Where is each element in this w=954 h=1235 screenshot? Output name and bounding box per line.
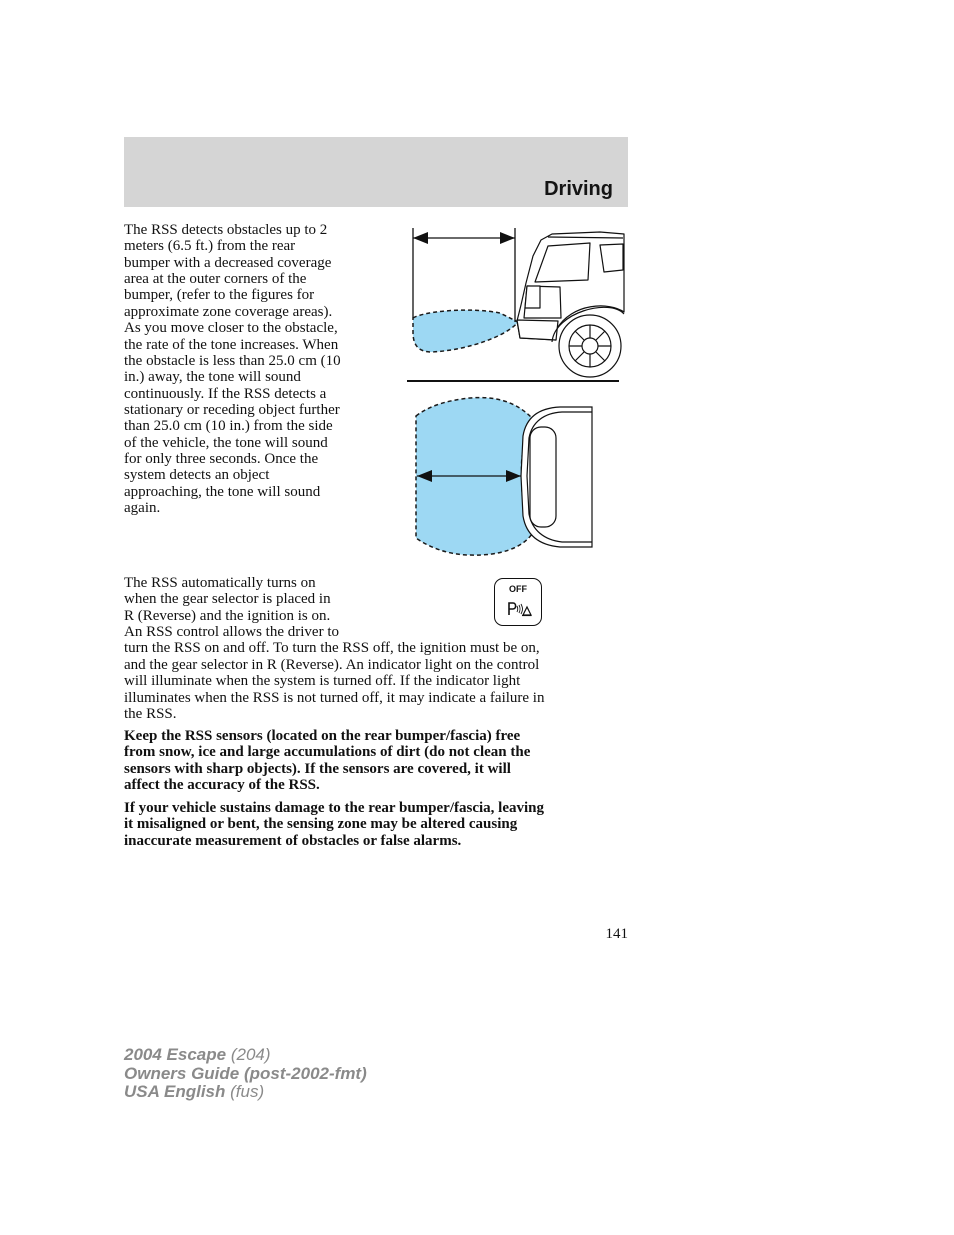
footer-language-code: (fus): [230, 1082, 265, 1101]
text-line: sensors with sharp objects). If the sensors are covered, it will: [124, 760, 511, 777]
coverage-zone-side: [413, 310, 518, 352]
vehicle-top-rear: [521, 407, 592, 547]
text-line: the obstacle is less than 25.0 cm (10: [124, 352, 341, 369]
footer-model-code: (204): [230, 1045, 271, 1064]
paragraph-rss-detection: [124, 222, 341, 516]
footer-model: 2004 Escape: [124, 1045, 227, 1064]
footer-guide: Owners Guide (post-2002-fmt): [124, 1063, 367, 1083]
text-line: approximate zone coverage areas).: [124, 303, 333, 320]
rear-bumper: [517, 320, 558, 340]
top-view-coverage-figure: [405, 392, 600, 564]
footer-language: USA English: [124, 1082, 226, 1101]
document-footer: [124, 1046, 367, 1102]
text-line: Keep the RSS sensors (located on the rear bumper/fascia) free: [124, 728, 521, 744]
text-line: As you move closer to the obstacle,: [124, 320, 338, 337]
text-line: again.: [124, 500, 161, 517]
text-line: approaching, the tone will sound: [124, 483, 321, 500]
section-header-band: [124, 137, 628, 207]
page-number: 141: [605, 926, 628, 942]
rear-glass: [530, 427, 556, 527]
arrowhead-left: [413, 232, 428, 244]
text-line: in.) away, the tone will sound: [124, 369, 301, 386]
paragraph-rss-control: [124, 575, 544, 722]
vehicle-side-rear: [517, 232, 624, 377]
off-label: OFF: [509, 584, 527, 594]
text-line: than 25.0 cm (10 in.) from the side: [124, 418, 333, 435]
text-line: when the gear selector is placed in: [124, 591, 331, 608]
text-line: continuously. If the RSS detects a: [124, 385, 327, 402]
text-line: and the gear selector in R (Reverse). An indicator light on the control: [124, 656, 540, 673]
text-line: The RSS automatically turns on: [124, 575, 316, 591]
text-line: R (Reverse) and the ignition is on.: [124, 607, 331, 624]
text-line: inaccurate measurement of obstacles or false alarms.: [124, 832, 462, 849]
section-title: Driving: [544, 178, 613, 200]
side-window: [600, 244, 623, 272]
text-line: the RSS.: [124, 705, 177, 722]
text-line: If your vehicle sustains damage to the rear bumper/fascia, leaving: [124, 800, 544, 816]
arrowhead-right: [500, 232, 515, 244]
text-line: meters (6.5 ft.) from the rear: [124, 238, 296, 255]
text-line: affect the accuracy of the RSS.: [124, 777, 320, 794]
text-line: it misaligned or bent, the sensing zone may be altered causing: [124, 816, 518, 833]
text-line: stationary or receding object further: [124, 401, 340, 418]
text-line: bumper with a decreased coverage: [124, 254, 332, 271]
paragraph-sensor-care-warning: [124, 728, 530, 793]
footer-line-3: [124, 1083, 367, 1102]
text-line: system detects an object: [124, 467, 270, 484]
text-line: An RSS control allows the driver to: [124, 624, 339, 641]
text-line: from snow, ice and large accumulations of dirt (do not clean the: [124, 744, 531, 761]
text-line: area at the outer corners of the: [124, 271, 307, 288]
side-view-coverage-figure: [400, 222, 628, 387]
text-line: will illuminate when the system is turned off. If the indicator light: [124, 673, 521, 690]
text-line: The RSS detects obstacles up to 2: [124, 222, 328, 238]
paragraph-bumper-damage-warning: [124, 800, 544, 849]
rss-off-control: [494, 578, 542, 626]
park-aid-icon: [506, 601, 532, 617]
footer-line-2: [124, 1065, 367, 1084]
hub: [582, 338, 598, 354]
text-line: bumper, (refer to the figures for: [124, 287, 315, 304]
text-line: of the vehicle, the tone will sound: [124, 434, 328, 451]
text-line: the rate of the tone increases. When: [124, 336, 339, 353]
taillight: [525, 286, 540, 308]
text-line: illuminates when the RSS is not turned off, it may indicate a failure in: [124, 689, 545, 706]
footer-line-1: [124, 1046, 367, 1065]
text-line: for only three seconds. Once the: [124, 451, 319, 468]
text-line: turn the RSS on and off. To turn the RSS off, the ignition must be on,: [124, 640, 540, 657]
